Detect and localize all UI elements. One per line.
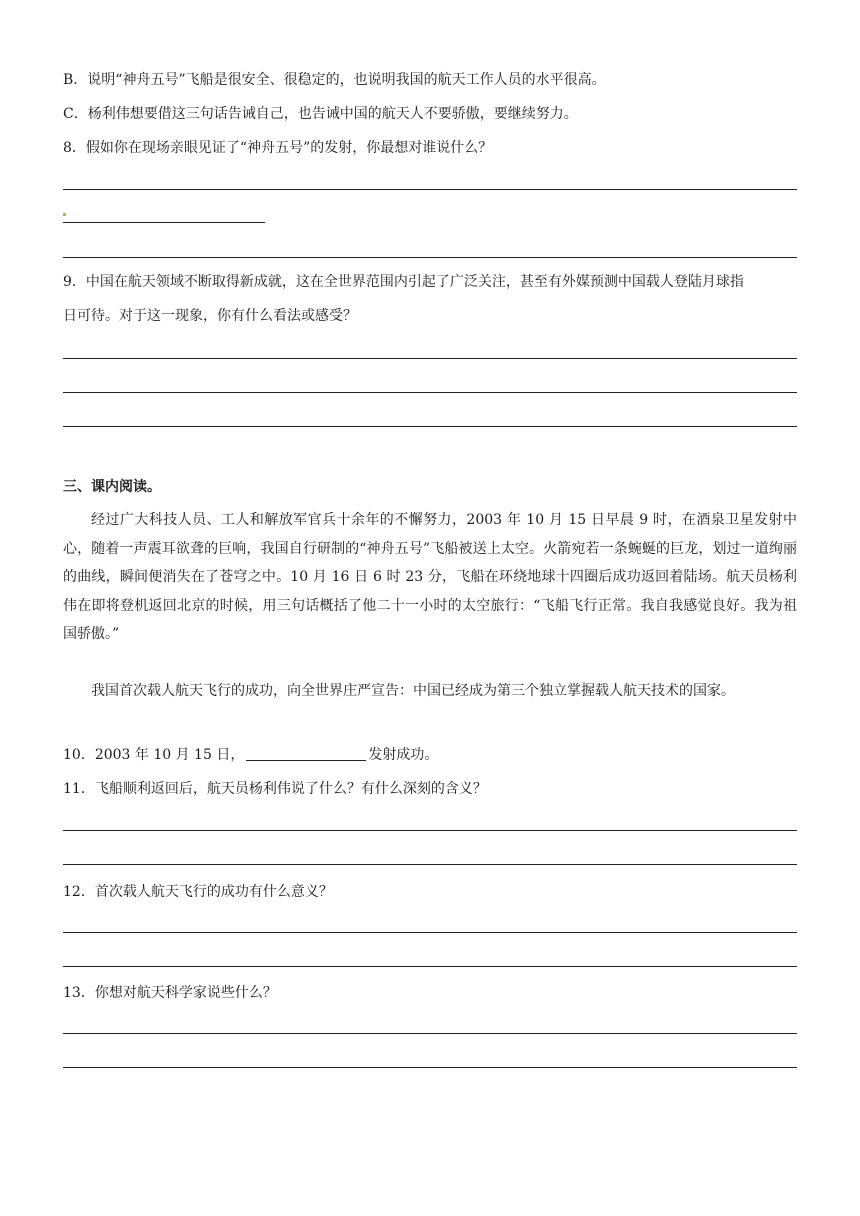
question-13: 13．你想对航天科学家说些什么？ — [63, 985, 277, 1001]
question-10-prefix: 10．2003 年 10 月 15 日， — [63, 747, 245, 763]
answer-line[interactable] — [63, 189, 797, 190]
option-c: C．杨利伟想要借这三句话告诫自己，也告诫中国的航天人不要骄傲，要继续努力。 — [63, 106, 578, 122]
answer-line[interactable] — [63, 1033, 797, 1034]
answer-line[interactable] — [63, 1067, 797, 1068]
reading-paragraph-1: 经过广大科技人员、工人和解放军官兵十余年的不懈努力，2003 年 10 月 15 日早晨 9 时，在酒泉卫星发射中心，随着一声震耳欲聋的巨响，我国自行研制的“神舟五号”飞船被送上太空。火箭宛若一条蜿蜒的巨龙，划过一道绚丽的曲线，瞬间便消失在了苍穹之中。10 月 16 日 6 时 23 分，飞船在环绕地球十四圈后成功返回着陆场。航天员杨利伟在即将登机返回北京的时候，用三句话概括了他二十一小时的太空旅行：“飞船飞行正常。我自我感觉良好。我为祖国骄傲。” — [63, 512, 797, 642]
answer-line[interactable] — [63, 358, 797, 359]
question-9-line-2: 日可待。对于这一现象，你有什么看法或感受？ — [63, 308, 357, 324]
answer-line[interactable] — [63, 864, 797, 865]
question-8: 8．假如你在现场亲眼见证了“神舟五号”的发射，你最想对谁说什么？ — [63, 140, 493, 156]
question-9-line-1: 9．中国在航天领域不断取得新成就，这在全世界范围内引起了广泛关注，甚至有外媒预测中国载人登陆月球指 — [63, 274, 744, 290]
fill-blank[interactable] — [246, 746, 366, 761]
stray-mark — [63, 213, 66, 216]
question-12: 12．首次载人航天飞行的成功有什么意义？ — [63, 884, 333, 900]
question-10 — [63, 745, 438, 765]
answer-line[interactable] — [63, 392, 797, 393]
answer-line-short[interactable] — [63, 222, 265, 223]
answer-line[interactable] — [63, 426, 797, 427]
section-heading: 三、课内阅读。 — [63, 479, 161, 495]
answer-line[interactable] — [63, 932, 797, 933]
answer-line[interactable] — [63, 830, 797, 831]
answer-line[interactable] — [63, 257, 797, 258]
answer-line[interactable] — [63, 966, 797, 967]
option-b: B．说明“神舟五号”飞船是很安全、很稳定的，也说明我国的航天工作人员的水平很高。 — [63, 72, 606, 88]
question-10-suffix: 发射成功。 — [368, 747, 439, 763]
question-11: 11．飞船顺利返回后，航天员杨利伟说了什么？有什么深刻的含义？ — [63, 781, 487, 797]
reading-paragraph-2: 我国首次载人航天飞行的成功，向全世界庄严宣告：中国已经成为第三个独立掌握载人航天技术的国家。 — [91, 683, 735, 699]
